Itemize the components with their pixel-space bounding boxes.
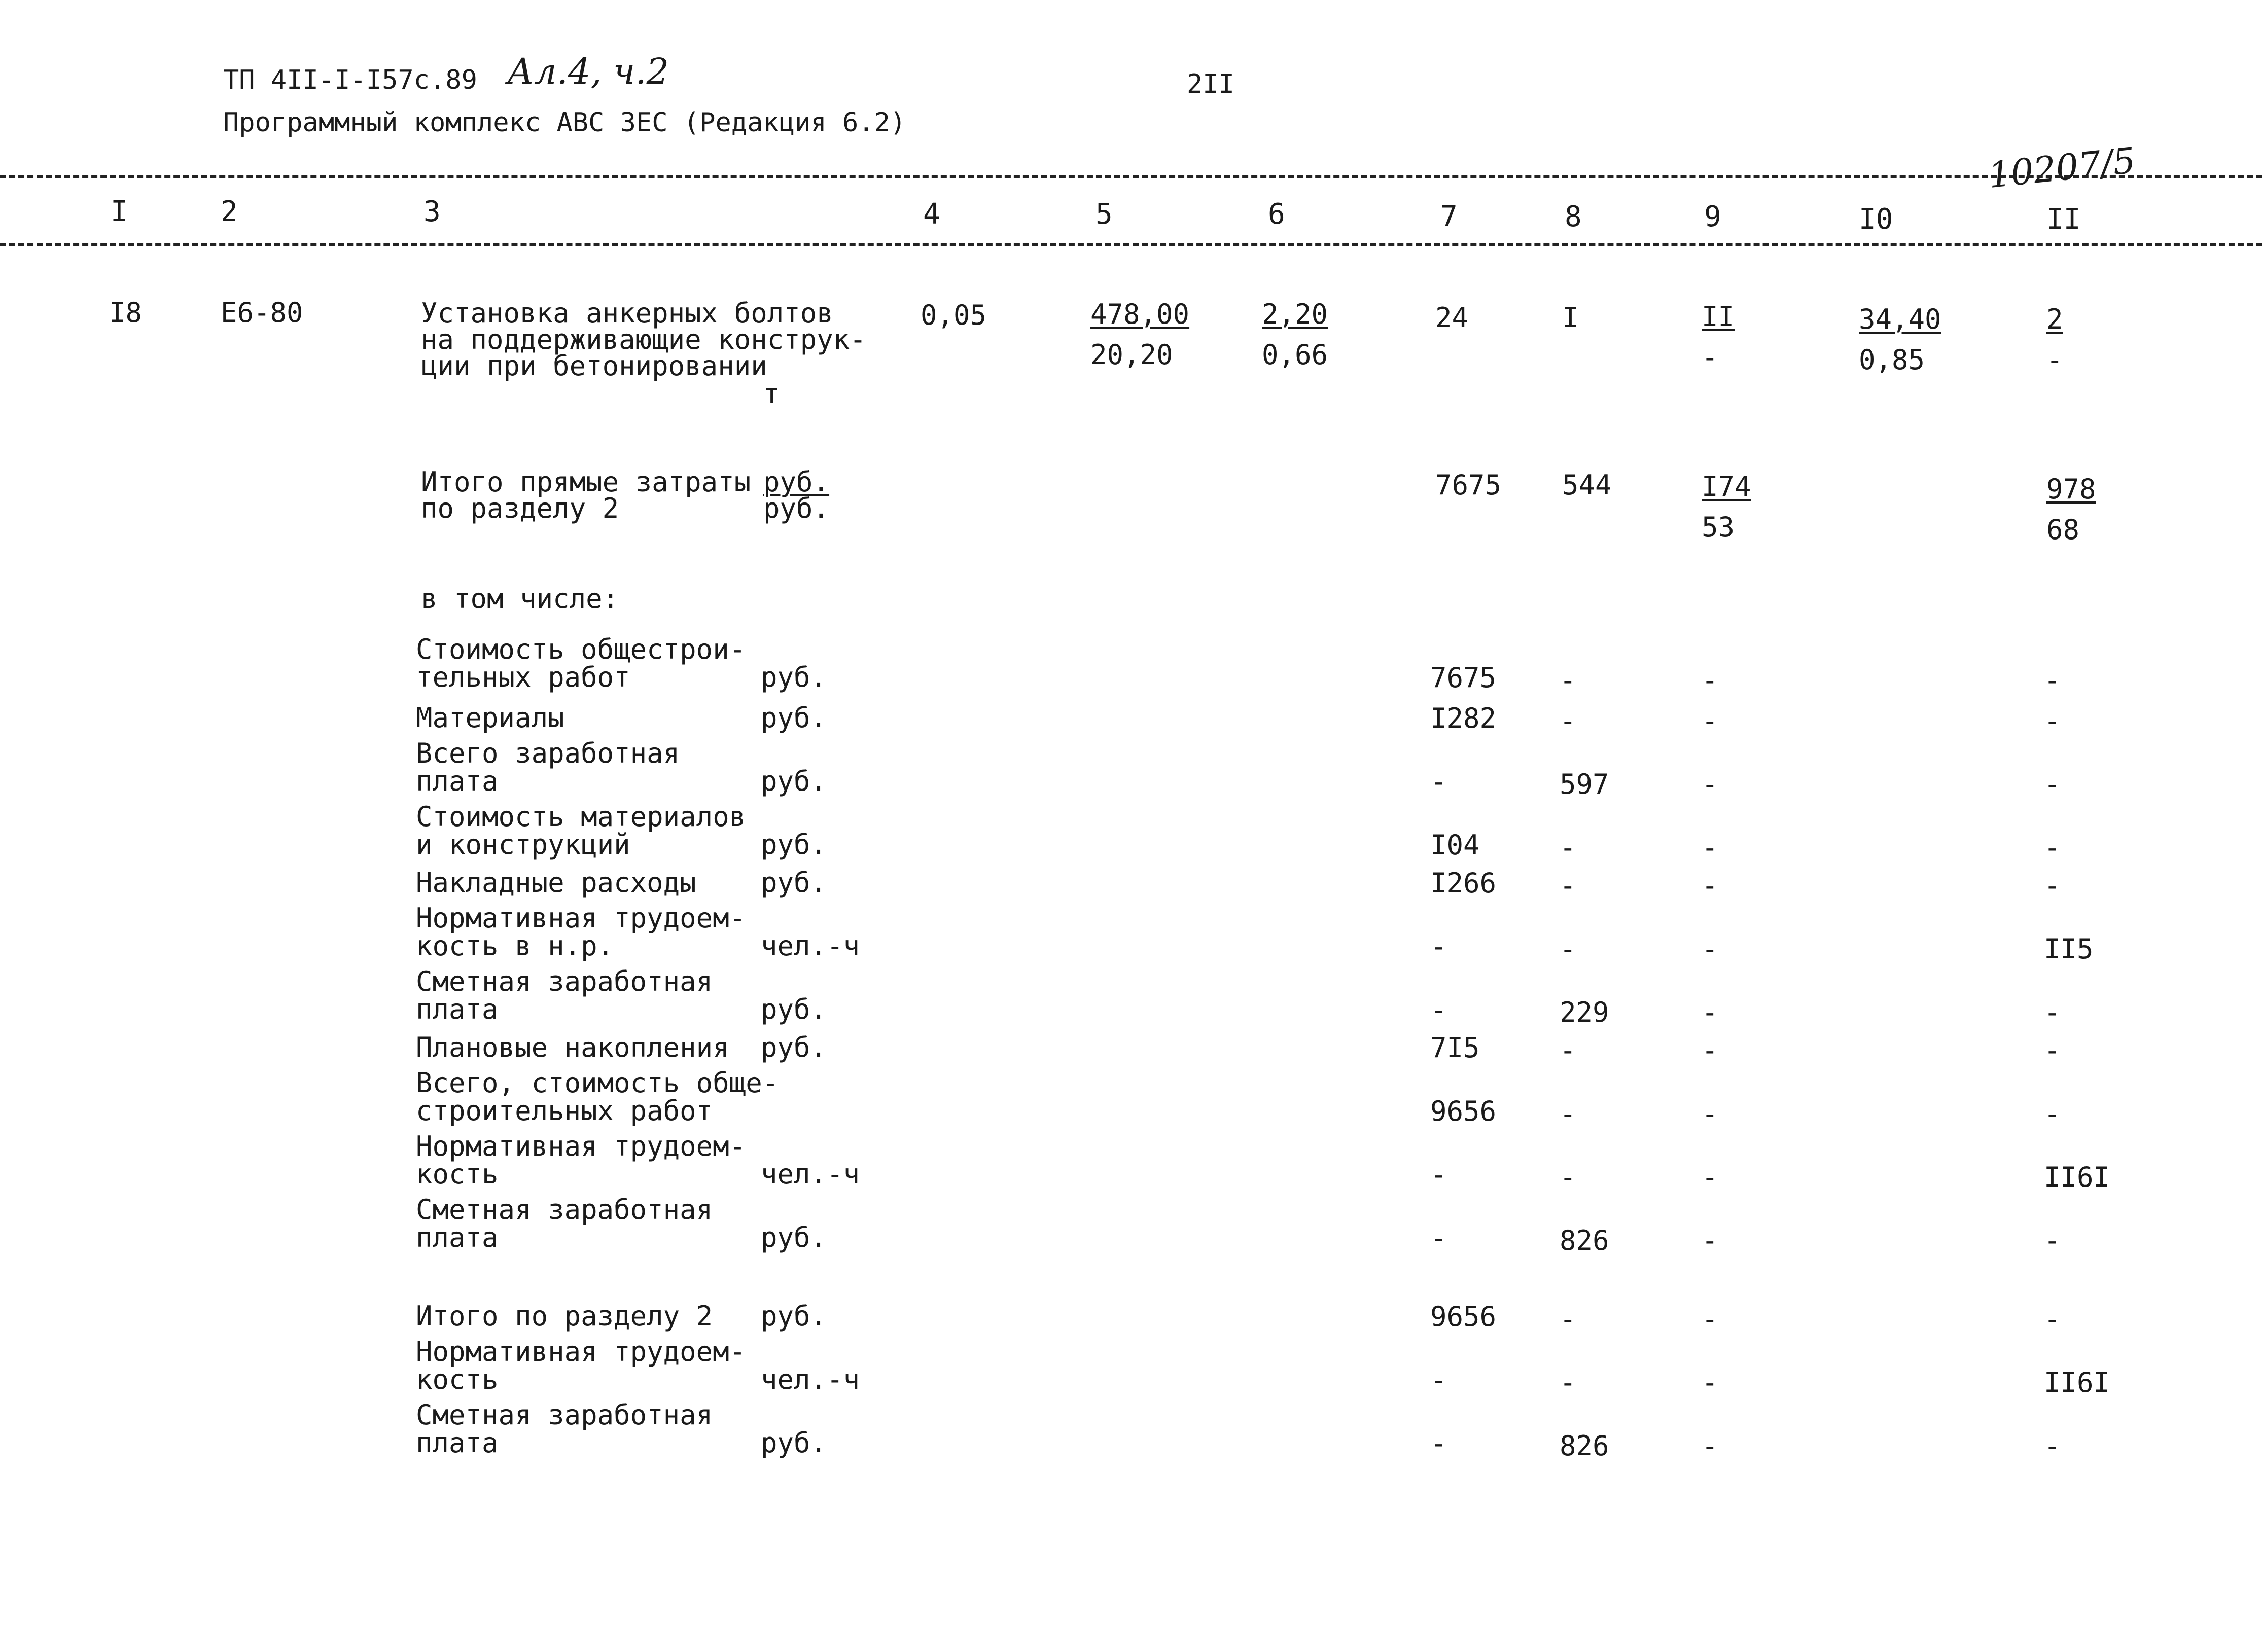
row-number: I8 — [109, 297, 143, 329]
unit-price-fraction: $\frac{478,00}{20,20}$ — [1090, 298, 1190, 371]
row-machinery: - — [1702, 1430, 1718, 1462]
row-unit: руб. — [761, 829, 827, 860]
row-wages: - — [1560, 832, 1576, 864]
row-labor: - — [2044, 1034, 2061, 1066]
column-number: II — [2046, 203, 2081, 236]
row-label-line1: Всего заработная — [416, 737, 680, 769]
row-total-cost: 7I5 — [1430, 1032, 1480, 1064]
direct-costs-label — [421, 466, 751, 524]
description-line: Установка анкерных болтов — [421, 297, 833, 329]
row-wages: - — [1560, 1098, 1576, 1130]
column-number: 5 — [1095, 198, 1113, 231]
row-machinery: - — [1702, 1303, 1718, 1335]
row-unit: руб. — [761, 993, 827, 1025]
row-labor: - — [2044, 1303, 2061, 1335]
total-labor-fraction: 2 - — [2046, 303, 2063, 376]
row-label-line2: Плановые накопления — [416, 1031, 729, 1063]
row-unit: руб. — [761, 765, 827, 797]
row-labor: - — [2044, 664, 2061, 696]
row-labor: - — [2044, 832, 2061, 864]
including-label: в том числе: — [421, 583, 619, 615]
row-wages: - — [1560, 1367, 1576, 1398]
label-line: Итого прямые затраты — [421, 466, 751, 498]
unit: т — [763, 378, 780, 410]
row-unit: чел.-ч — [761, 1363, 860, 1395]
row-machinery: - — [1702, 1034, 1718, 1066]
row-wages: - — [1560, 1303, 1576, 1335]
column-number: 8 — [1565, 200, 1582, 233]
row-labor: II6I — [2044, 1367, 2110, 1398]
row-label-line2: плата — [416, 993, 499, 1025]
row-unit: руб. — [761, 1427, 827, 1459]
column-number: 6 — [1268, 198, 1285, 231]
column-number: 3 — [423, 195, 441, 228]
row-label-line2: и конструкций — [416, 829, 630, 860]
column-number: 7 — [1440, 200, 1458, 233]
row-total-cost: - — [1430, 1427, 1447, 1459]
row-machinery: - — [1702, 996, 1718, 1028]
row-unit: руб. — [761, 661, 827, 693]
row-label-line2: плата — [416, 1427, 499, 1459]
page-number: 2II — [1187, 69, 1234, 99]
row-machinery: - — [1702, 933, 1718, 965]
document-code: ТП 4II-I-I57c.89 — [223, 65, 477, 95]
row-wages: - — [1560, 1034, 1576, 1066]
row-label-line2: строительных работ — [416, 1095, 713, 1127]
row-labor: - — [2044, 1430, 2061, 1462]
row-wages: - — [1560, 870, 1576, 902]
row-wages: 826 — [1560, 1430, 1609, 1462]
row-labor: - — [2044, 705, 2061, 737]
row-wages: - — [1560, 705, 1576, 737]
unit-line: руб. — [763, 466, 830, 498]
row-machinery: - — [1702, 768, 1718, 800]
row-total-cost: I266 — [1430, 867, 1497, 899]
row-wages: 597 — [1560, 768, 1609, 800]
row-labor: II6I — [2044, 1161, 2110, 1193]
row-unit: руб. — [761, 1300, 827, 1332]
row-label-line1: Всего, стоимость обще- — [416, 1067, 779, 1099]
row-label-line2: Итого по разделу 2 — [416, 1300, 713, 1332]
row-wages: 826 — [1560, 1225, 1609, 1256]
row-total-cost: - — [1430, 930, 1447, 962]
row-label-line1: Стоимость общестрои- — [416, 633, 746, 665]
description-line: ции при бетонировании — [421, 350, 767, 382]
row-total-cost: I04 — [1430, 829, 1480, 861]
row-labor: - — [2044, 996, 2061, 1028]
row-label-line1: Нормативная трудоем- — [416, 1130, 746, 1162]
row-label-line2: кость — [416, 1158, 499, 1190]
row-label-line1: Сметная заработная — [416, 965, 713, 997]
row-label-line2: Материалы — [416, 702, 564, 734]
direct-labor-fraction: $\frac{978}{68}$ — [2046, 473, 2096, 546]
header-divider-top — [0, 175, 2262, 178]
row-label-line1: Сметная заработная — [416, 1194, 713, 1226]
row-unit: руб. — [761, 1031, 827, 1063]
row-machinery: - — [1702, 1161, 1718, 1193]
row-labor: - — [2044, 1225, 2061, 1256]
column-number: 4 — [923, 198, 940, 231]
row-labor: - — [2044, 870, 2061, 902]
row-machinery: - — [1702, 870, 1718, 902]
row-machinery: - — [1702, 664, 1718, 696]
row-machinery: - — [1702, 1367, 1718, 1398]
row-total-cost: 7675 — [1430, 662, 1497, 694]
row-label-line1: Нормативная трудоем- — [416, 902, 746, 934]
rate-code: Е6-80 — [221, 297, 303, 329]
label-line: по разделу 2 — [421, 492, 619, 524]
column-number: I0 — [1859, 203, 1893, 236]
row-wages: - — [1560, 933, 1576, 965]
row-label-line1: Стоимость материалов — [416, 801, 746, 833]
row-machinery: - — [1702, 832, 1718, 864]
handwritten-reference: Ал.4, ч.2 — [507, 51, 669, 92]
row-unit: руб. — [761, 867, 827, 899]
row-label-line2: плата — [416, 765, 499, 797]
operation-fraction: $\frac{2,20}{0,66}$ — [1262, 298, 1328, 371]
row-total-cost: - — [1430, 994, 1447, 1026]
row-total-cost: - — [1430, 1364, 1447, 1396]
direct-machinery-fraction: $\frac{I74}{53}$ — [1702, 471, 1751, 543]
row-total-cost: - — [1430, 766, 1447, 798]
labor-fraction: $\frac{34,40}{0,85}$ — [1859, 303, 1941, 376]
direct-wages: 544 — [1562, 469, 1612, 501]
row-total-cost: 9656 — [1430, 1301, 1497, 1333]
row-label-line1: Сметная заработная — [416, 1399, 713, 1431]
unit-line: руб. — [763, 492, 830, 524]
wages: I — [1562, 302, 1579, 334]
row-labor: - — [2044, 1098, 2061, 1130]
row-total-cost: 9656 — [1430, 1095, 1497, 1127]
work-description — [421, 297, 866, 382]
row-label-line1: Нормативная трудоем- — [416, 1336, 746, 1368]
row-total-cost: - — [1430, 1159, 1447, 1191]
row-label-line2: тельных работ — [416, 661, 630, 693]
row-label-line2: кость в н.р. — [416, 930, 614, 962]
quantity: 0,05 — [921, 299, 987, 331]
row-unit: чел.-ч — [761, 1158, 860, 1190]
column-number: 9 — [1704, 200, 1721, 233]
header-divider-bottom — [0, 243, 2262, 246]
row-wages: - — [1560, 1161, 1576, 1193]
row-total-cost: - — [1430, 1222, 1447, 1254]
software-title: Программный комплекс АВС ЗЕС (Редакция 6.2) — [223, 107, 906, 138]
direct-total-cost: 7675 — [1435, 469, 1502, 501]
row-labor: II5 — [2044, 933, 2094, 965]
column-number: I — [111, 195, 128, 228]
row-machinery: - — [1702, 705, 1718, 737]
row-unit: чел.-ч — [761, 930, 860, 962]
row-label-line2: плата — [416, 1222, 499, 1253]
description-line: на поддерживающие конструк- — [421, 324, 866, 355]
machinery-fraction: II - — [1702, 301, 1735, 373]
row-wages: 229 — [1560, 996, 1609, 1028]
row-label-line2: Накладные расходы — [416, 867, 696, 899]
column-number: 2 — [221, 195, 238, 228]
handwritten-number: 10207/5 — [1986, 139, 2138, 196]
direct-costs-unit — [763, 466, 830, 524]
row-machinery: - — [1702, 1098, 1718, 1130]
row-total-cost: I282 — [1430, 702, 1497, 734]
row-label-line2: кость — [416, 1363, 499, 1395]
row-unit: руб. — [761, 702, 827, 734]
total-cost: 24 — [1435, 302, 1469, 334]
row-labor: - — [2044, 768, 2061, 800]
row-machinery: - — [1702, 1225, 1718, 1256]
row-unit: руб. — [761, 1222, 827, 1253]
row-wages: - — [1560, 664, 1576, 696]
